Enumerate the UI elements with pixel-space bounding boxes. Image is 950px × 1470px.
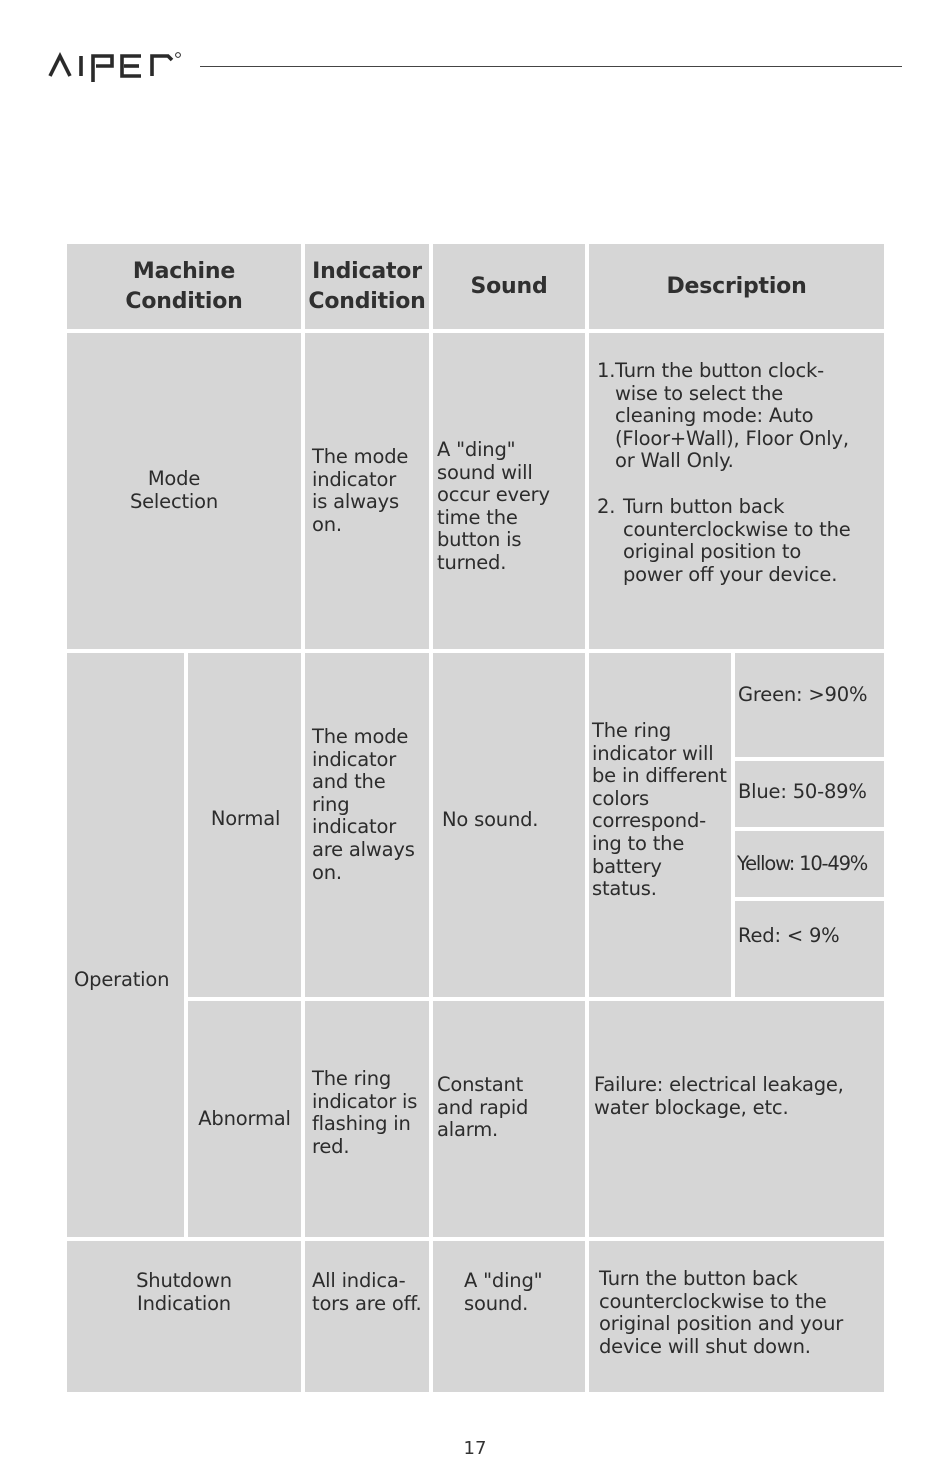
mode-selection-description: 1. Turn the button clock- wise to select the cleaning mode: Auto (Floor+Wall), Floor Only, or Wall Only. 2. Turn button back counterclockwise to the original position to power off your device.	[589, 333, 884, 649]
normal-description: The ring indicator will be in different colors correspond- ing to the battery status.	[589, 653, 731, 997]
shutdown-indicator: All indica- tors are off.	[305, 1241, 429, 1392]
battery-level-yellow: Yellow: 10-49%	[735, 831, 884, 897]
shutdown-description: Turn the button back counterclockwise to the original position and your device will shut down.	[589, 1241, 884, 1392]
header-machine-condition: Machine Condition	[67, 244, 301, 329]
battery-level-red: Red: < 9%	[735, 901, 884, 997]
mode-selection-condition: Mode Selection	[67, 333, 301, 649]
shutdown-sound: A "ding" sound.	[433, 1241, 585, 1392]
battery-level-blue: Blue: 50-89%	[735, 761, 884, 827]
abnormal-indicator: The ring indicator is flashing in red.	[305, 1001, 429, 1237]
operation-condition: Operation	[67, 653, 184, 1237]
abnormal-sound: Constant and rapid alarm.	[433, 1001, 585, 1237]
aiper-logo	[48, 46, 184, 86]
shutdown-condition: Shutdown Indication	[67, 1241, 301, 1392]
page-number: 17	[463, 1438, 487, 1459]
abnormal-condition: Abnormal	[188, 1001, 301, 1237]
header-divider	[200, 66, 902, 67]
header-sound: Sound	[433, 244, 585, 329]
normal-indicator: The mode indicator and the ring indicator are always on.	[305, 653, 429, 997]
battery-level-green: Green: >90%	[735, 653, 884, 757]
mode-selection-indicator: The mode indicator is always on.	[305, 333, 429, 649]
normal-condition: Normal	[188, 653, 301, 997]
abnormal-description: Failure: electrical leakage, water blockage, etc.	[589, 1001, 884, 1237]
header-indicator-condition: Indicator Condition	[305, 244, 429, 329]
header-description: Description	[589, 244, 884, 329]
normal-sound: No sound.	[433, 653, 585, 997]
mode-selection-sound: A "ding" sound will occur every time the button is turned.	[433, 333, 585, 649]
